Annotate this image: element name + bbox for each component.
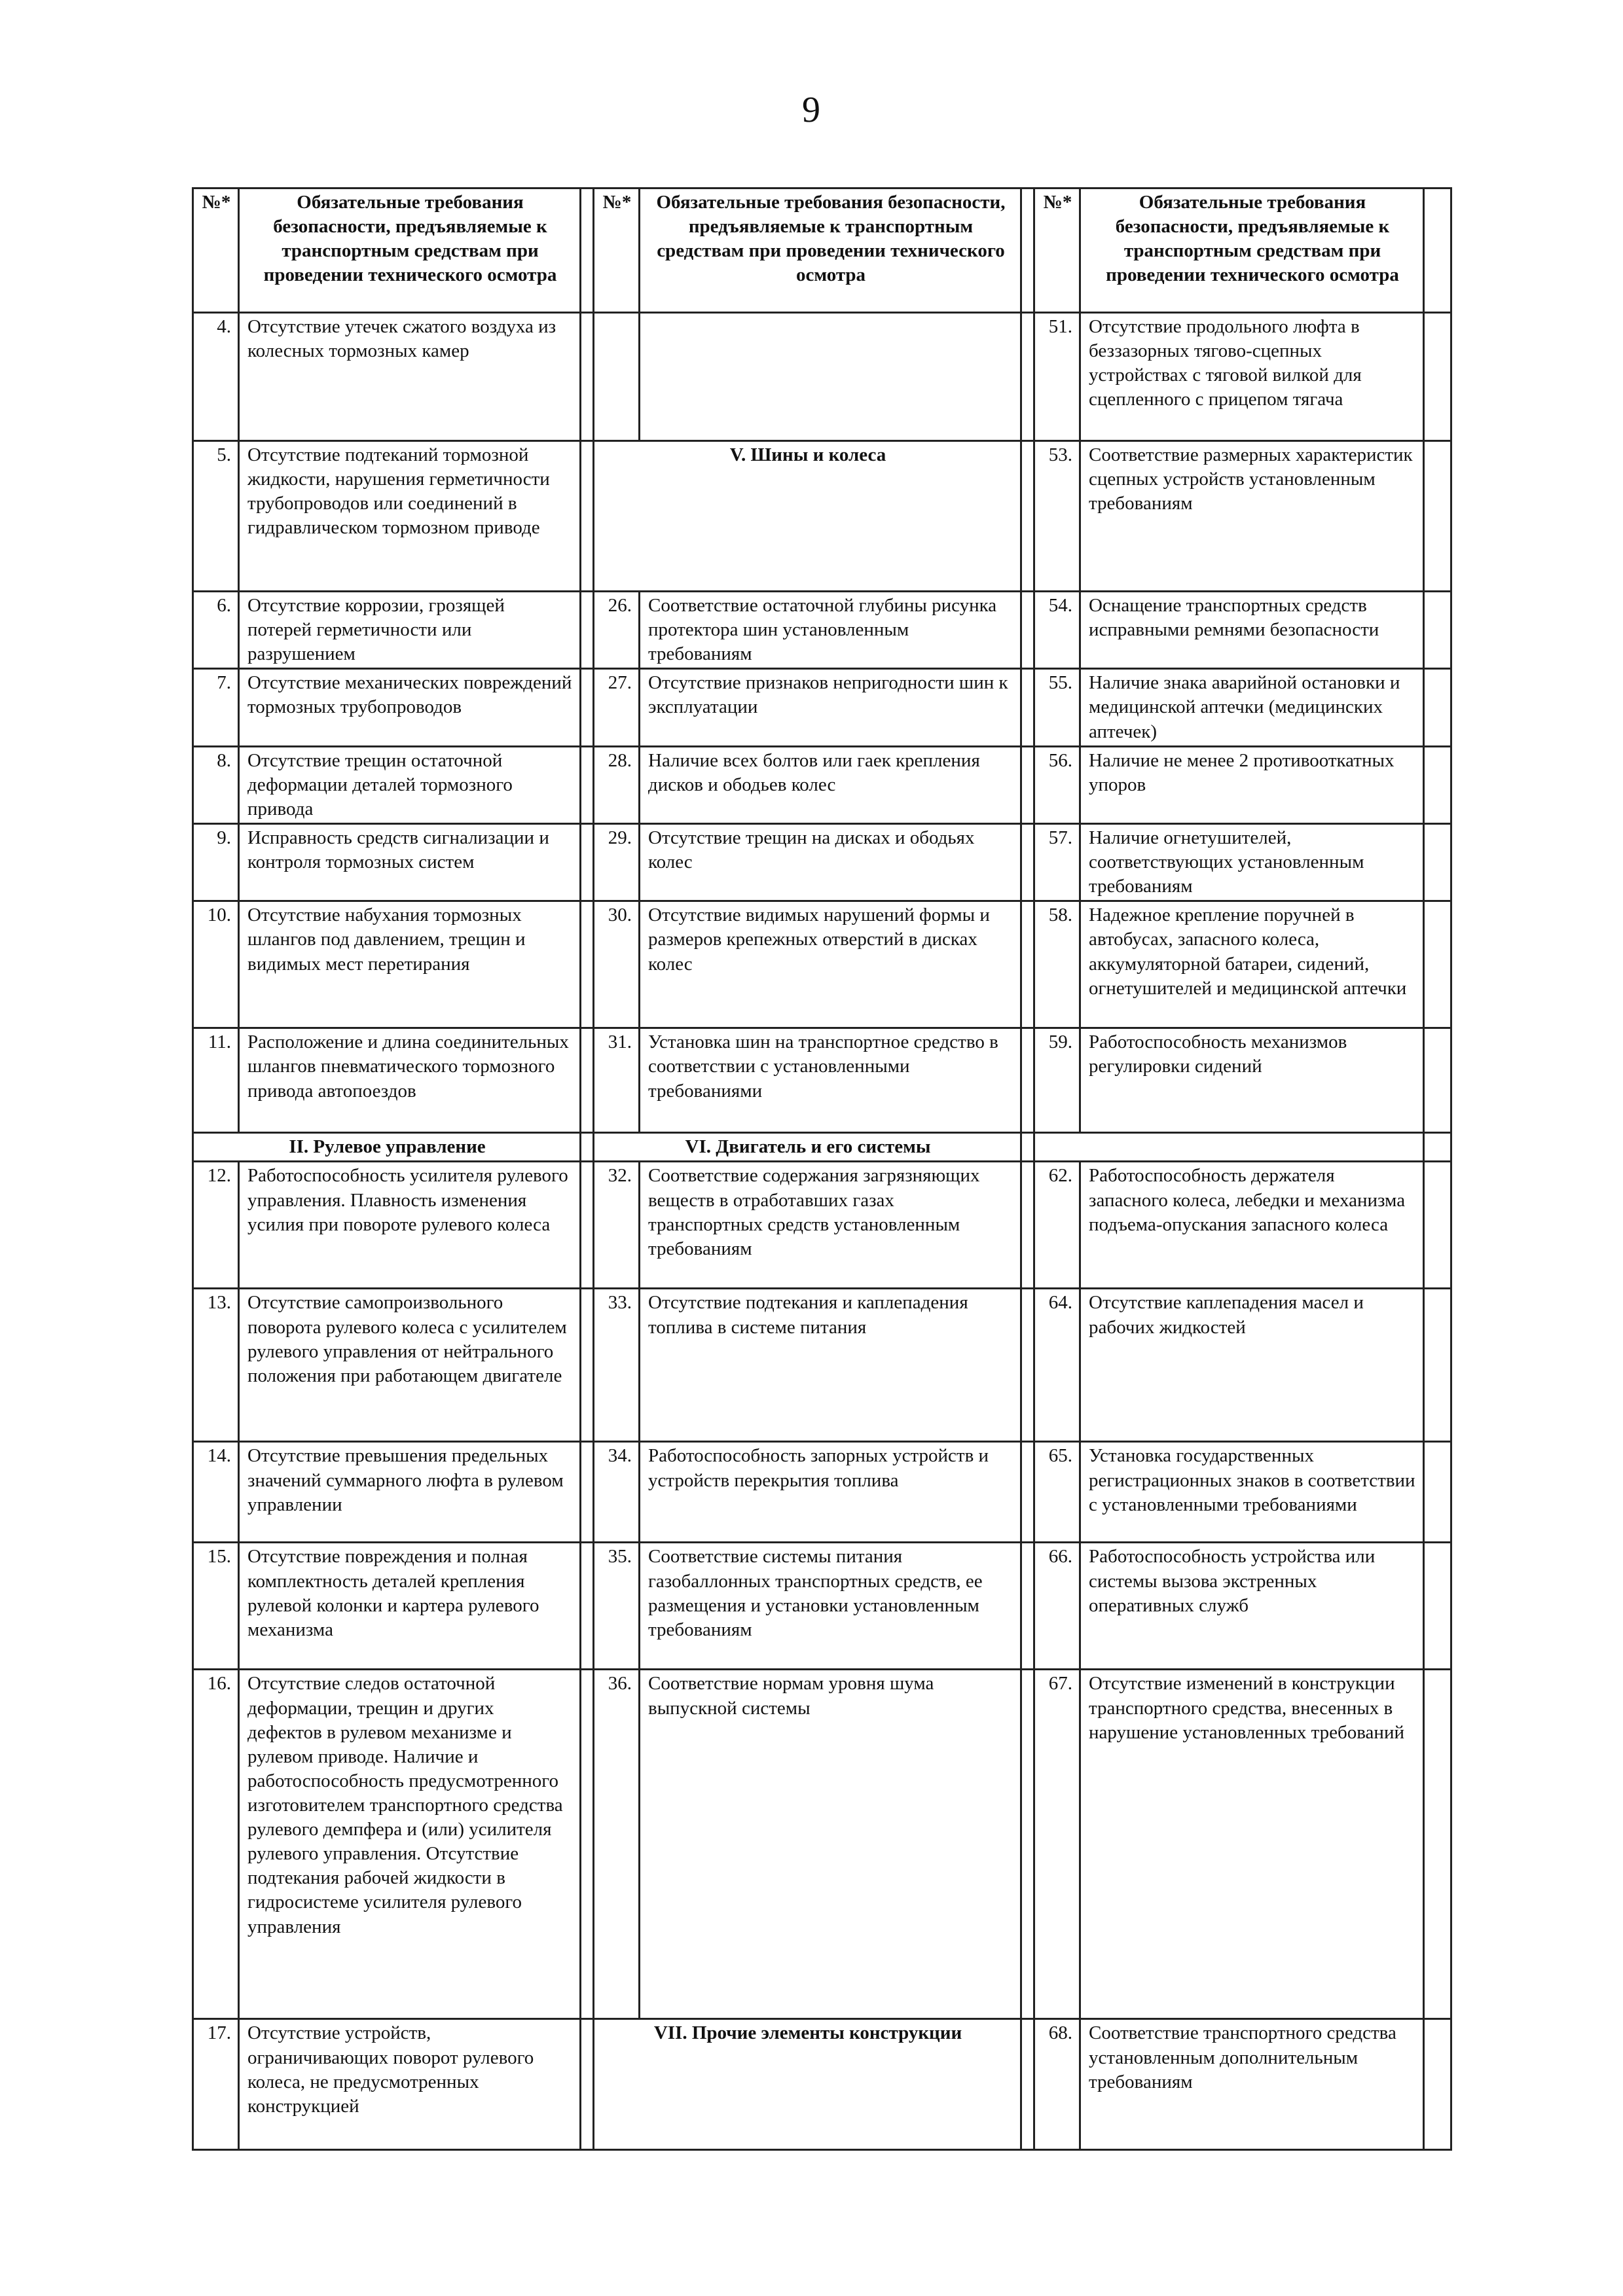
column-gap	[1021, 1133, 1034, 1162]
requirement-text: Отсутствие механических повреждений тормозных трубопроводов	[239, 669, 581, 746]
column-gap	[1021, 746, 1034, 823]
requirement-text: Отсутствие следов остаточной деформации, трещин и других дефектов в рулевом механизме и рулевом приводе. Наличие и работоспособность предусмотренного изготовителем транспортного средства рулевого демпфера и (или) усилителя рулевого управления. Отсутствие подтекания рабочей жидкости в гидросистеме усилителя рулевого управления	[239, 1670, 581, 2019]
column-gap	[1021, 901, 1034, 1028]
item-number: 6.	[193, 592, 239, 669]
table-row	[193, 669, 1451, 746]
requirement-text: Отсутствие подтеканий тормозной жидкости, нарушения герметичности трубопроводов или соединений в гидравлическом тормозном приводе	[239, 441, 581, 592]
requirement-text: Работоспособность механизмов регулировки сидений	[1080, 1028, 1424, 1133]
table-row	[193, 1289, 1451, 1442]
item-number: 26.	[594, 592, 640, 669]
column-gap	[1021, 313, 1034, 441]
item-number: 32.	[594, 1162, 640, 1289]
item-number: 33.	[594, 1289, 640, 1442]
table-row	[193, 823, 1451, 901]
table-row	[193, 746, 1451, 823]
requirement-text: Соответствие размерных характеристик сцепных устройств установленным требованиям	[1080, 441, 1424, 592]
table-row	[193, 1028, 1451, 1133]
column-gap	[1021, 1670, 1034, 2019]
column-gap	[581, 188, 594, 313]
empty-cell	[1424, 592, 1451, 669]
item-number: 16.	[193, 1670, 239, 2019]
requirement-text: Отсутствие повреждения и полная комплектность деталей крепления рулевой колонки и картера рулевого механизма	[239, 1543, 581, 1670]
column-gap	[581, 1670, 594, 2019]
requirement-text: Соответствие нормам уровня шума выпускной системы	[640, 1670, 1021, 2019]
empty-cell	[1424, 313, 1451, 441]
item-number: 56.	[1034, 746, 1080, 823]
section-heading: V. Шины и колеса	[594, 441, 1021, 592]
table-row	[193, 901, 1451, 1028]
requirement-text: Наличие огнетушителей, соответствующих установленным требованиям	[1080, 823, 1424, 901]
item-number: 17.	[193, 2019, 239, 2150]
requirement-text: Отсутствие признаков непригодности шин к эксплуатации	[640, 669, 1021, 746]
table-row	[193, 441, 1451, 592]
column-gap	[1021, 1028, 1034, 1133]
item-number: 5.	[193, 441, 239, 592]
column-header: Обязательные требования безопасности, предъявляемые к транспортным средствам при проведении технического осмотра	[640, 188, 1021, 313]
num-header: №*	[594, 188, 640, 313]
item-number: 12.	[193, 1162, 239, 1289]
empty-cell	[1424, 1028, 1451, 1133]
column-gap	[1021, 1289, 1034, 1442]
item-number: 4.	[193, 313, 239, 441]
requirement-text: Отсутствие видимых нарушений формы и размеров крепежных отверстий в дисках колес	[640, 901, 1021, 1028]
requirement-text: Соответствие содержания загрязняющих веществ в отработавших газах транспортных средств установленным требованиям	[640, 1162, 1021, 1289]
column-gap	[581, 901, 594, 1028]
item-number: 53.	[1034, 441, 1080, 592]
item-number: 36.	[594, 1670, 640, 2019]
column-gap	[581, 1028, 594, 1133]
empty-cell	[1424, 746, 1451, 823]
empty-cell	[1424, 1289, 1451, 1442]
table-header-row	[193, 188, 1451, 313]
requirement-text: Соответствие транспортного средства установленным дополнительным требованиям	[1080, 2019, 1424, 2150]
requirement-text: Отсутствие каплепадения масел и рабочих жидкостей	[1080, 1289, 1424, 1442]
requirement-text: Отсутствие трещин остаточной деформации деталей тормозного привода	[239, 746, 581, 823]
column-gap	[1021, 669, 1034, 746]
empty-cell	[1424, 1442, 1451, 1543]
item-number: 34.	[594, 1442, 640, 1543]
requirement-text: Исправность средств сигнализации и контроля тормозных систем	[239, 823, 581, 901]
requirement-text: Наличие не менее 2 противооткатных упоров	[1080, 746, 1424, 823]
table-row	[193, 1670, 1451, 2019]
empty-cell	[1424, 1162, 1451, 1289]
column-gap	[581, 669, 594, 746]
requirement-text: Работоспособность устройства или системы вызова экстренных оперативных служб	[1080, 1543, 1424, 1670]
item-number: 68.	[1034, 2019, 1080, 2150]
column-gap	[1021, 2019, 1034, 2150]
item-number: 14.	[193, 1442, 239, 1543]
table-row	[193, 313, 1451, 441]
item-number: 30.	[594, 901, 640, 1028]
requirement-text: Отсутствие утечек сжатого воздуха из колесных тормозных камер	[239, 313, 581, 441]
section-heading: VI. Двигатель и его системы	[594, 1133, 1021, 1162]
requirement-text: Наличие знака аварийной остановки и медицинской аптечки (медицинских аптечек)	[1080, 669, 1424, 746]
table-row	[193, 1442, 1451, 1543]
column-gap	[581, 441, 594, 592]
requirement-text	[640, 313, 1021, 441]
item-number: 10.	[193, 901, 239, 1028]
item-number: 7.	[193, 669, 239, 746]
item-number: 15.	[193, 1543, 239, 1670]
requirement-text: Отсутствие устройств, ограничивающих поворот рулевого колеса, не предусмотренных конструкцией	[239, 2019, 581, 2150]
item-number: 31.	[594, 1028, 640, 1133]
requirement-text: Отсутствие превышения предельных значений суммарного люфта в рулевом управлении	[239, 1442, 581, 1543]
item-number: 27.	[594, 669, 640, 746]
empty-cell	[1424, 1543, 1451, 1670]
column-gap	[1021, 188, 1034, 313]
requirement-text: Отсутствие подтекания и каплепадения топлива в системе питания	[640, 1289, 1021, 1442]
column-gap	[1021, 592, 1034, 669]
item-number: 66.	[1034, 1543, 1080, 1670]
item-number: 13.	[193, 1289, 239, 1442]
requirement-text: Работоспособность запорных устройств и устройств перекрытия топлива	[640, 1442, 1021, 1543]
column-gap	[1021, 823, 1034, 901]
item-number: 67.	[1034, 1670, 1080, 2019]
item-number: 51.	[1034, 313, 1080, 441]
requirements-table	[192, 187, 1452, 2151]
requirement-text: Оснащение транспортных средств исправными ремнями безопасности	[1080, 592, 1424, 669]
empty-cell	[1424, 2019, 1451, 2150]
requirement-text: Установка шин на транспортное средство в соответствии с установленными требованиями	[640, 1028, 1021, 1133]
empty-cell	[1424, 1133, 1451, 1162]
column-gap	[1021, 1162, 1034, 1289]
requirement-text: Установка государственных регистрационных знаков в соответствии с установленными требованиями	[1080, 1442, 1424, 1543]
item-number: 35.	[594, 1543, 640, 1670]
item-number: 11.	[193, 1028, 239, 1133]
requirement-text: Расположение и длина соединительных шлангов пневматического тормозного привода автопоездов	[239, 1028, 581, 1133]
column-gap	[581, 1133, 594, 1162]
column-gap	[1021, 1543, 1034, 1670]
item-number: 54.	[1034, 592, 1080, 669]
item-number: 9.	[193, 823, 239, 901]
requirement-text: Соответствие остаточной глубины рисунка протектора шин установленным требованиям	[640, 592, 1021, 669]
item-number: 65.	[1034, 1442, 1080, 1543]
item-number: 64.	[1034, 1289, 1080, 1442]
item-number: 59.	[1034, 1028, 1080, 1133]
empty-cell	[1424, 441, 1451, 592]
table-row	[193, 2019, 1451, 2150]
item-number: 57.	[1034, 823, 1080, 901]
column-gap	[581, 823, 594, 901]
item-number: 58.	[1034, 901, 1080, 1028]
table-row	[193, 1543, 1451, 1670]
empty-cell	[1424, 823, 1451, 901]
requirement-text: Соответствие системы питания газобаллонных транспортных средств, ее размещения и установки установленным требованиям	[640, 1543, 1021, 1670]
requirement-text: Отсутствие набухания тормозных шлангов под давлением, трещин и видимых мест перетирания	[239, 901, 581, 1028]
empty-cell	[1424, 901, 1451, 1028]
num-header: №*	[1034, 188, 1080, 313]
column-gap	[1021, 1442, 1034, 1543]
empty-cell	[1424, 1670, 1451, 2019]
item-number	[594, 313, 640, 441]
item-number: 62.	[1034, 1162, 1080, 1289]
requirement-text: Наличие всех болтов или гаек крепления дисков и ободьев колес	[640, 746, 1021, 823]
requirement-text: Работоспособность держателя запасного колеса, лебедки и механизма подъема-опускания запасного колеса	[1080, 1162, 1424, 1289]
requirement-text: Работоспособность усилителя рулевого управления. Плавность изменения усилия при повороте рулевого колеса	[239, 1162, 581, 1289]
column-header: Обязательные требования безопасности, предъявляемые к транспортным средствам при проведении технического осмотра	[239, 188, 581, 313]
requirement-text: Отсутствие трещин на дисках и ободьях колес	[640, 823, 1021, 901]
requirement-text: Надежное крепление поручней в автобусах, запасного колеса, аккумуляторной батареи, сидений, огнетушителей и медицинской аптечки	[1080, 901, 1424, 1028]
page-number: 9	[802, 90, 820, 130]
column-gap	[581, 1442, 594, 1543]
item-number: 55.	[1034, 669, 1080, 746]
empty-cell	[1034, 1133, 1424, 1162]
column-gap	[581, 1289, 594, 1442]
requirement-text: Отсутствие продольного люфта в беззазорных тягово-сцепных устройствах с тяговой вилкой для сцепленного с прицепом тягача	[1080, 313, 1424, 441]
requirement-text: Отсутствие самопроизвольного поворота рулевого колеса с усилителем рулевого управления от нейтрального положения при работающем двигателе	[239, 1289, 581, 1442]
num-header: №*	[193, 188, 239, 313]
column-gap	[581, 746, 594, 823]
item-number: 28.	[594, 746, 640, 823]
item-number: 8.	[193, 746, 239, 823]
empty-cell	[1424, 669, 1451, 746]
section-heading: VII. Прочие элементы конструкции	[594, 2019, 1021, 2150]
table-row	[193, 1162, 1451, 1289]
column-gap	[581, 2019, 594, 2150]
empty-cell	[1424, 188, 1451, 313]
column-header: Обязательные требования безопасности, предъявляемые к транспортным средствам при проведении технического осмотра	[1080, 188, 1424, 313]
requirement-text: Отсутствие изменений в конструкции транспортного средства, внесенных в нарушение установленных требований	[1080, 1670, 1424, 2019]
column-gap	[581, 1162, 594, 1289]
column-gap	[581, 592, 594, 669]
column-gap	[581, 313, 594, 441]
requirement-text: Отсутствие коррозии, грозящей потерей герметичности или разрушением	[239, 592, 581, 669]
column-gap	[581, 1543, 594, 1670]
section-heading: II. Рулевое управление	[193, 1133, 581, 1162]
column-gap	[1021, 441, 1034, 592]
item-number: 29.	[594, 823, 640, 901]
table-row	[193, 1133, 1451, 1162]
table-row	[193, 592, 1451, 669]
